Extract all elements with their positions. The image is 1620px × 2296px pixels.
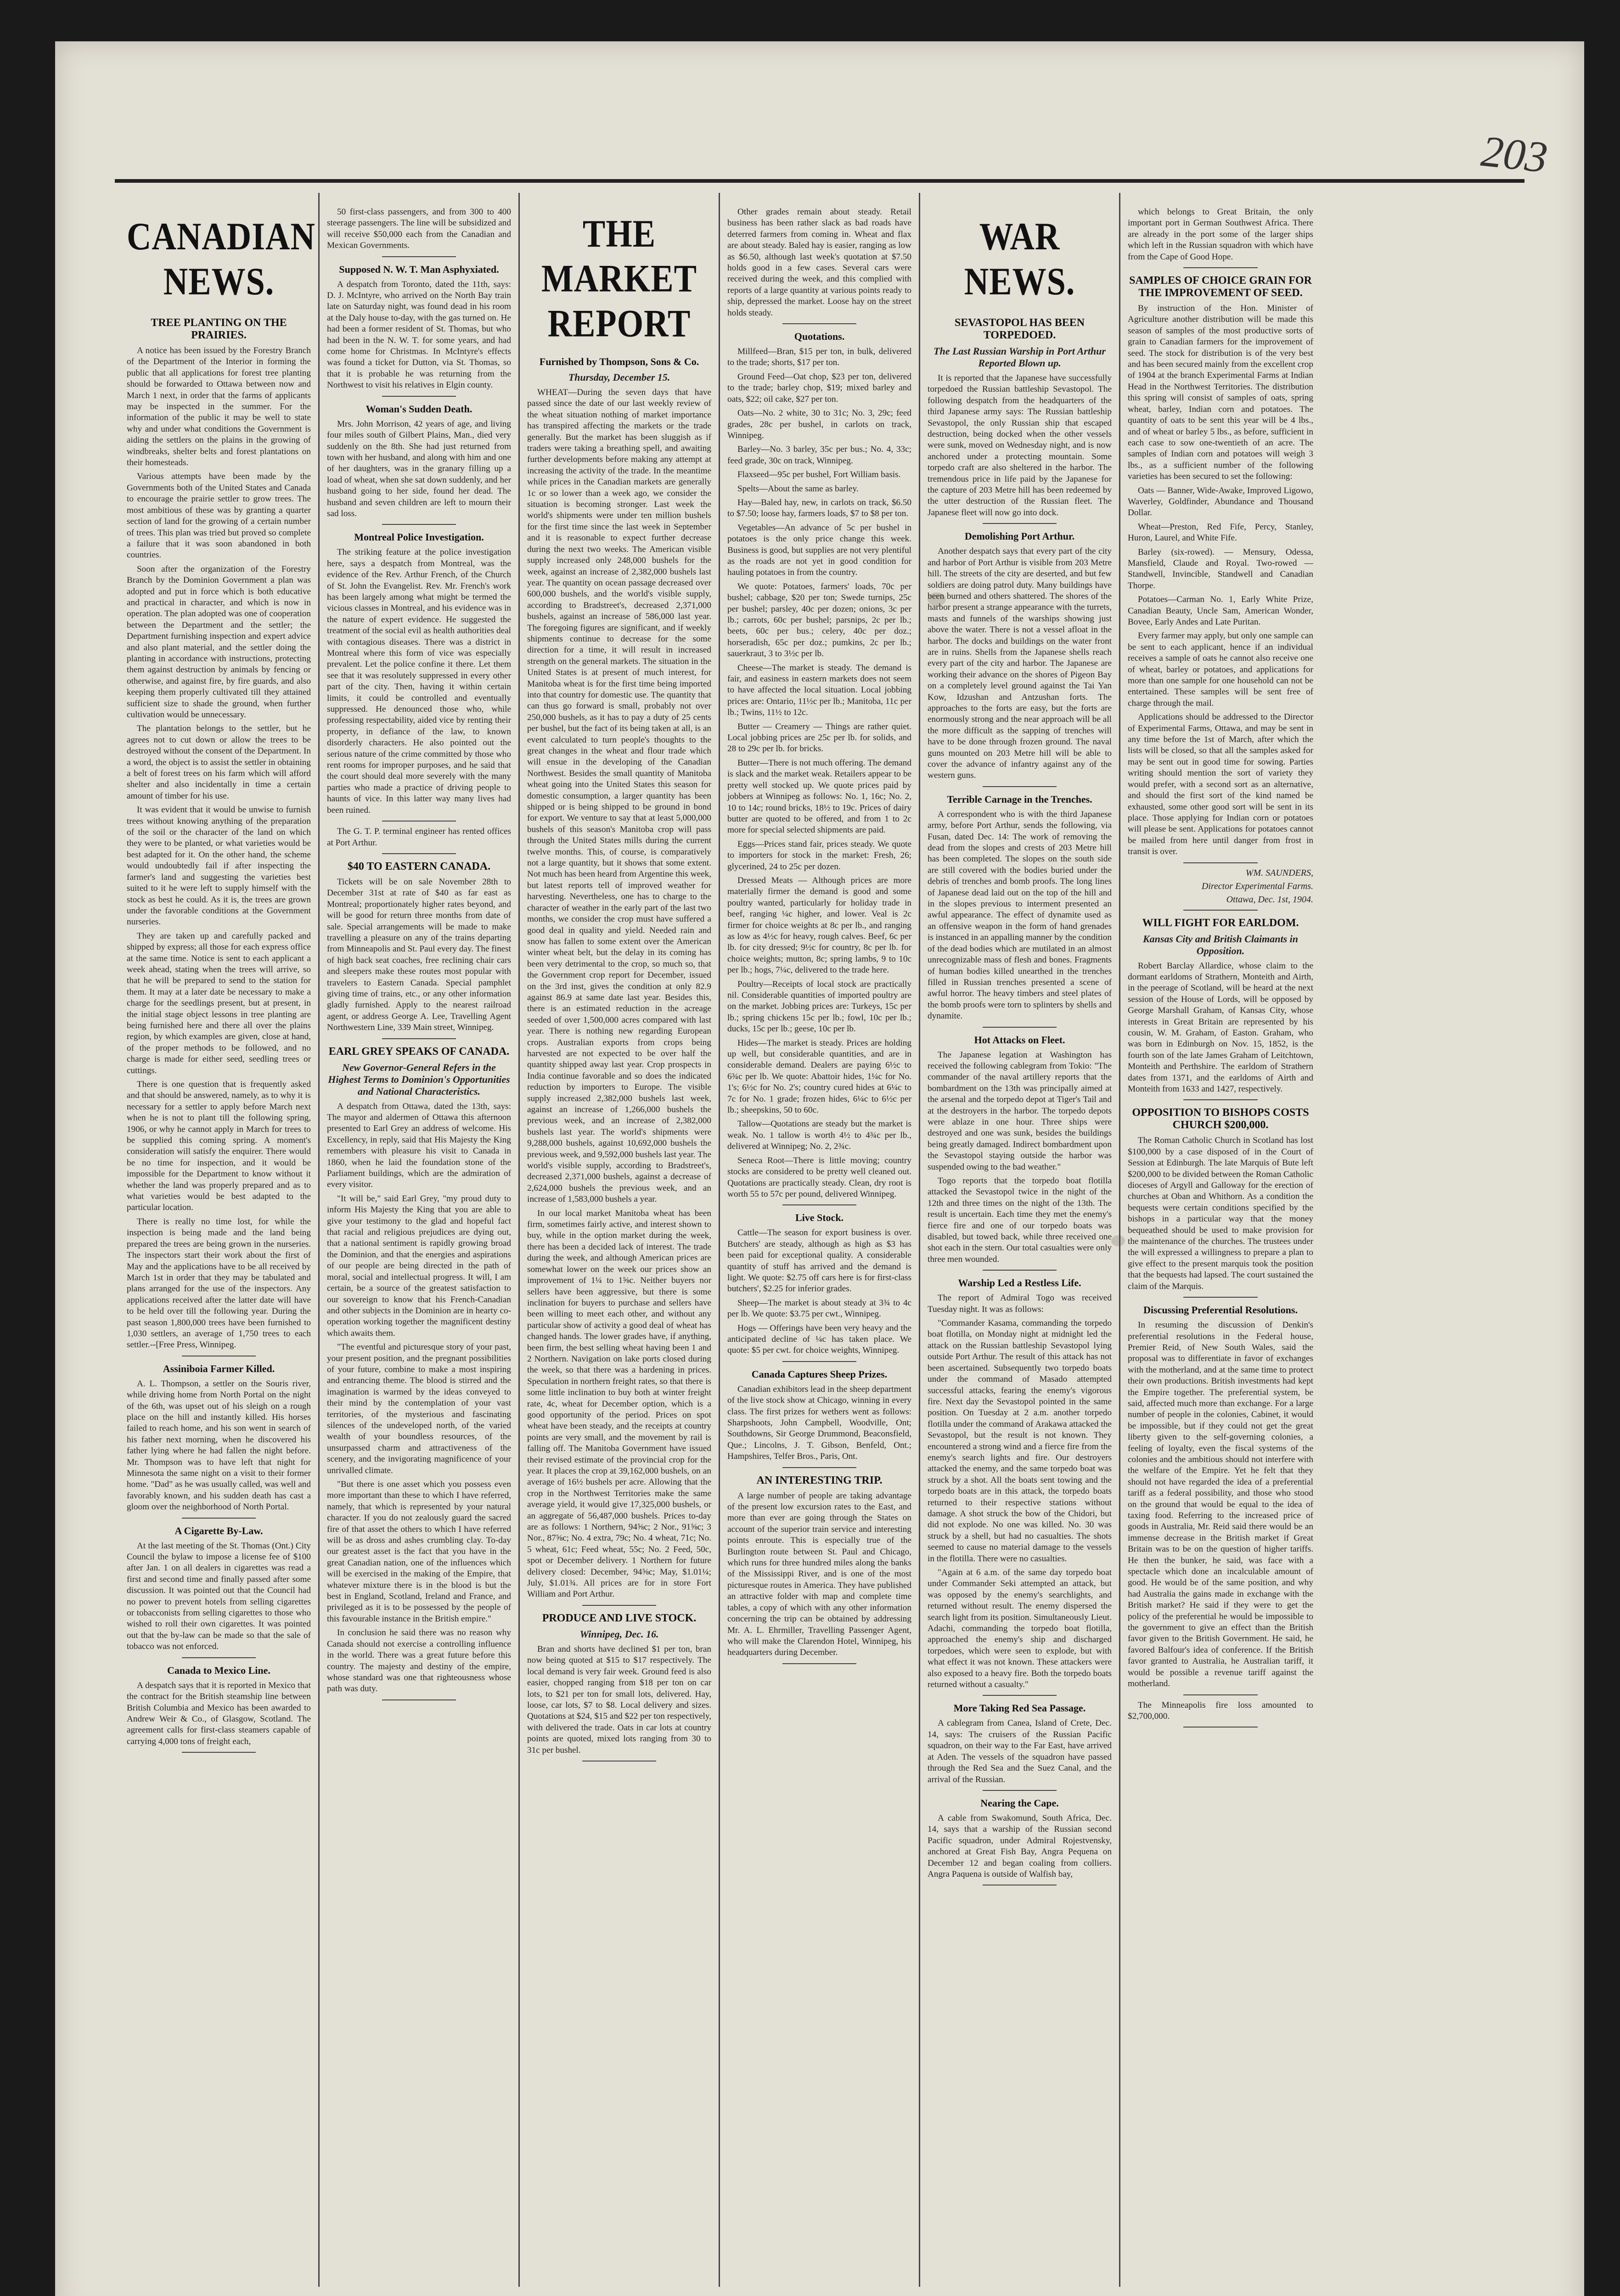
article-headline: Warship Led a Restless Life. [958,1277,1081,1289]
columns-container [119,193,1520,2287]
section-masthead: WAR NEWS. [964,215,1075,304]
article-subhead: Winnipeg, Dec. 16. [579,1628,659,1640]
signature-line: WM. SAUNDERS, [1245,867,1313,878]
article-paragraph: Butter — Creamery — Things are rather quiet. Local jobbing prices are 25c per lb. for solids, and 28 to 29c per lb. for bricks. [727,721,911,754]
article-paragraph: There is one question that is frequently asked and that should be answered, namely, as to why it is necessary for a settler to apply before March next when he is not to plant till the following spring, 1906, or why he cannot apply in March for trees to be supplied this coming spring. A moment's consideration will satisfy the enquirer. There would be no time for inspection, and it would be impossible for the Department to know without it whether the land was properly prepared and as to what varieties would be best adapted to the particular location. [127,1080,311,1213]
article-paragraph: Tallow—Quotations are steady but the market is weak. No. 1 tallow is worth 4½ to 4¾c per lb., delivered at Winnipeg; No. 2, 2¾c. [727,1119,911,1152]
article-separator [1183,1099,1258,1100]
article-headline: TREE PLANTING ON THE PRAIRIES. [151,317,287,341]
article-paragraph: Oats — Banner, Wide-Awake, Improved Ligowo, Waverley, Goldfinder, Abundance and Thousand Dollar. [1128,485,1313,518]
article-paragraph: Togo reports that the torpedo boat flotilla attacked the Sevastopol twice in the night of the 12th and three times on the night of the 13th. The result is uncertain. Each time they met the enemy's fierce fire and one of our torpedo boats was disabled, but towed back, while three received one shot each in the stern. Our total casualties were only three men wounded. [928,1176,1112,1264]
article-paragraph: "But there is one asset which you possess even more important than these to which I have referred, namely, that which is represented by your natural character. If you do not zealously guard the sacred fire of that asset the others to which I have referred will be as dross and ashes crumbling clay. To-day our greatest asset is the fact that you have in the great Canadian nation, one of the influences which will be exercised in the making of the Empire, that whatever mixture there is in the blood is but the best in England, Scotland, Ireland and France, and privileged as it is to be possessed by the people of this favourable instance in the British empire." [327,1480,511,1624]
article-headline: EARL GREY SPEAKS OF CANADA. [328,1045,510,1058]
article-paragraph: which belongs to Great Britain, the only important port in German Southwest Africa. There are already in the port some of the larger ships which left in the Russian squadron with which have from the Cape of Good Hope. [1128,207,1313,262]
article-separator [182,1657,255,1658]
article-separator [382,256,456,257]
article-paragraph: The plantation belongs to the settler, but he agrees not to cut down or allow the trees to be destroyed without the consent of the Department. In a word, the object is to assist the settler in obtaining a belt of forest trees on his farm which will afford shelter and also incidentally in time a certain amount of timber for his use. [127,724,311,801]
article-paragraph: In our local market Manitoba wheat has been firm, sometimes fairly active, and interest shown to buy, while in the option market during the week, there has been a decided lack of interest. The trade during the week, and although American prices are somewhat lower on the week our prices show an improvement of 1¼ to 1⅝c. Neither buyers nor sellers have been aggressive, but there is some inclination for buyers to purchase and sellers have been willing to meet each other, and without any particular show of activity a good deal of wheat has changed hands. The lower grades have, if anything, been firm, the best selling wheat having been 1 and 2 Northern. Navigation on lake ports closed during the week, so that there was a hardening in prices. Speculation in northern freight rates, so that there is some little inclination to buy both at winter freight rate, 4c, wheat for December option, which is a good opportunity of the period. Prices on spot wheat have been steady, and the receipts at country points are very small, and the movement by rail is falling off. The Manitoba Government have issued their revised estimate of the provincial crop for the year. It places the crop at 39,162,000 bushels, on an average of 16½ bushels per acre. Allowing that the crop in the Northwest Territories make the same average yield, it would give 17,325,000 bushels, or an aggregate of 56,487,000 bushels. Prices to-day are as follows: 1 Northern, 94⅝c; 2 Nor., 91⅝c; 3 Nor., 87⅝c; No. 4 extra, 79c; No. 4 wheat, 71c; No. 5 wheat, 61c; Feed wheat, 55c; No. 2 Feed, 50c, spot or December delivery. 1 Northern for future delivery closed: December, 94⅝c; May, $1.01¼; July, $1.01¾. All prices are for in store Fort William and Port Arthur. [527,1208,711,1599]
article-separator [382,396,456,397]
column-3 [520,193,720,2287]
article-paragraph: "Commander Kasama, commanding the torpedo boat flotilla, on Monday night at midnight led the attack on the Russian battleship Sevastopol lying outside Port Arthur. The result of this attack has not been ascertained. Subsequently two torpedo boats under the command of Masado attempted successful attacks, fearing the enemy's vigorous fire. Next day the Sevastopol pointed in the same position. On Tuesday at 2 a.m. another torpedo flotilla under the command of Arakawa attacked the Sevastopol, but the result is not known. They encountered a strong wind and a fierce fire from the enemy's search lights and fire. Our destroyers attacked the enemy, and the same torpedo boat was struck by a shot. All the boats sent towing and the torpedo boats are in this attack, the torpedo boats returned to their respective stations without damage. A shot struck the bow of the Chidori, but did not explode. No one was killed. No. 30 was struck by a shell, but had no casualties. The shots seemed to cause no material damage to the vessels in the flotilla. There were no casualties. [928,1318,1112,1564]
column-6 [1120,193,1321,2287]
article-headline: Canada Captures Sheep Prizes. [751,1368,888,1380]
article-paragraph: WHEAT—During the seven days that have passed since the date of our last weekly review of the wheat situation nothing of market importance has transpired affecting the markets or the trade generally. But the market has been sluggish as if traders were taking a breathing spell, and awaiting further developments before making any attempt at increasing the activity of the trade. In the meantime while prices in the Canadian markets are generally 1c or so lower than a week ago, we consider the situation is becoming stronger. Last week the world's shipments were under ten million bushels for the first time since the last week in September and it is reasonable to expect further decrease during the next two weeks. The American visible supply increased only 248,000 bushels for the week, against an increase of 2,382,000 bushels last year. The quantity on ocean passage decreased over 600,000 bushels, and the world's visible supply, according to Bradstreet's, decreased 2,371,000 bushels, against an increase of 586,000 last year. The foregoing figures are significant, and if weekly shipments continue to decrease for the some direction for a time, it will result in increased strength on the general markets. The situation in the United States is at present of much interest, for Manitoba wheat is for the first time being imported into that country for domestic use. The quantity that can thus go forward is small, probably not over 250,000 bushels, as it has to pay a duty of 25 cents per bushel, but the fact of its being taken at all, is an event calculated to turn people's thoughts to the great changes in the wheat and flour trade which will ensue in the developing of the Canadian Northwest. Besides the small quantity of Manitoba wheat going into the United States this season for domestic consumption, a larger quantity has been shipped or is being shipped to be ground in bond for export. We venture to say that at least 5,000,000 bushels of this season's Manitoba crop will pass through the United States mills during the current twelve months. This, of course, is comparatively not a large quantity, but it shows that some extent. Not much has been heard from Argentine this week, but latest reports tell of improved weather for harvesting. Nevertheless, one has to charge to the character of weather in the early part of the last two months, we consider the crop must have suffered a good deal in quality and yield. Needed rain and snow has fallen to some extent over the American winter wheat belt, but the delay in its coming has been very detrimental to the crop, so much so, that the Government crop report for December, issued on the 3rd inst, gives the condition at only 82.9 against 86.9 at same date last year. Besides this, there is an estimated reduction in the acreage seeded of over 1,500,000 acres compared with last year. There is nothing new regarding European crops. Australian exports from crops being harvested are not expected to be over half the quantity shipped away last year. Crop prospects in India continue favorable and so does the indicated reduction by importers to Europe. The visible supply increased 2,382,000 bushels last week, against an increase of 1,266,000 bushels the previous week, and an increase of 2,382,000 bushels last year. The world's shipments were 9,288,000 bushels, against 10,692,000 bushels the previous week, and 9,592,000 bushels last year. The world's visible supply, according to Bradstreet's, decreased 2,371,000 bushels, against a decrease of 2,624,000 bushels the previous week, and an increase of 1,583,000 bushels a year. [527,388,711,1204]
article-headline: Demolishing Port Arthur. [964,530,1075,542]
article-paragraph: A notice has been issued by the Forestry Branch of the Department of the Interior in forming the public that all applications for forest tree planting should be forwarded to Ottawa between now and March 1 next, in order that the farms of applicants may be inspected in the summer. For the information of the public it may be well to state why and under what conditions the Government is aiding the settlers on the plains in the growing of windbreaks, shelter belts and forest plantations on their homesteads. [127,346,311,468]
article-paragraph: They are taken up and carefully packed and shipped by express; all those for each express office at the same time. Notice is sent to each applicant a week ahead, stating when the trees will arrive, so that he will be prepared to send to the station for them. It may at a later date be necessary to make a charge for the seedlings present, but at present, in the initial stage object lessons in tree planting are being furnished here and there all over the plains region, by which examples are given, close at hand, of the proper methods to be followed, and no charge is made for either seed, seedling trees or cuttings. [127,931,311,1075]
article-subhead: Thursday, December 15. [568,371,670,383]
article-paragraph: Eggs—Prices stand fair, prices steady. We quote to importers for stock in the market: Fresh, 26; glycerined, 24 to 25c per dozen. [727,839,911,872]
page-number: 203 [1479,126,1550,182]
article-separator [1183,1727,1258,1728]
article-paragraph: Every farmer may apply, but only one sample can be sent to each applicant, hence if an individual receives a sample of oats he cannot also receive one of wheat, barley or potatoes, and applications for more than one sample for one household can not be entertained. These samples will be sent free of charge through the mail. [1128,631,1313,708]
article-paragraph: Hides—The market is steady. Prices are holding up well, but considerable quantities, and are in considerable demand. Dealers are paying 6½c to 6¾c per lb. We quote: Abattoir hides, 1¼c for No. 1's; 6½c for No. 2's; country cured hides at 6¼c to 7c for No. 1 grade; frozen hides, 6¼c to 6½c per lb.; sheepskins, 50 to 60c. [727,1038,911,1115]
article-paragraph: Bran and shorts have declined $1 per ton, bran now being quoted at $15 to $17 respectively. The local demand is very fair week. Ground feed is also easier, chopped ranging from $18 per ton on car lots, to $21 per ton for small lots, delivered. Hay, loose, car lots, $7 to $8. Local delivery and sizes. Quotations at $24, $15 and $22 per ton respectively, with delivered the trade. Oats in car lots at country points are quoted, mixed lots ranging from 30 to 31c per bushel. [527,1644,711,1755]
article-headline: OPPOSITION TO BISHOPS COSTS CHURCH $200,000. [1132,1107,1309,1131]
article-separator [983,786,1056,787]
article-paragraph: Various attempts have been made by the Governments both of the United States and Canada to encourage the prairie settler to grow trees. The most ambitious of these was by granting a quarter section of land for the growing of a certain number of trees. This plan was tried but proved so complete a failure that it was soon abandoned in both countries. [127,472,311,560]
article-paragraph: Barley (six-rowed). — Mensury, Odessa, Mansfield, Claude and Royal. Two-rowed — Standwell, Invincible, Standwell and Canadian Thorpe. [1128,547,1313,591]
article-separator [1183,267,1258,268]
article-separator [382,1038,456,1039]
signature-line: Director Experimental Farms. [1201,881,1313,891]
article-headline: Hot Attacks on Fleet. [974,1034,1065,1046]
article-paragraph: Another despatch says that every part of the city and harbor of Port Arthur is visible from 203 Metre hill. The streets of the city are deserted, and but few soldiers are doing patrol duty. Many buildings have been burned and others shattered. The shores of the harbor present a strange appearance with the turrets, masts and funnels of the warships showing just above the water. There is not a vessel afloat in the harbor. The docks and buildings on the water front are in ruins. Shells from the Japanese shells reach every part of the city and harbor. The Japanese are working their advance on the shores of Pigeon Bay on a completely level ground against the Tai Yan Kow, Idzushan and Antzushan forts. The approaches to the forts are easy, but the forts are enormously strong and the near approach will be all the more difficult as the sapping of trenches will have to be done through frozen ground. The naval guns mounted on 203 Metre hill will be able to cover the advance of infantry against any of the western guns. [928,546,1112,781]
article-headline: Terrible Carnage in the Trenches. [947,793,1092,805]
newspaper-page [55,41,1584,2296]
article-paragraph: Seneca Root—There is little moving; country stocks are considered to be pretty well cleaned out. Quotations are practically steady. Clean, dry root is worth 55 to 57c per pound, delivered Winnipeg. [727,1155,911,1199]
article-paragraph: A large number of people are taking advantage of the present low excursion rates to the East, and more than ever are going through the States on account of the superior train service and interesting points enroute. This is especially true of the Burlington route between St. Paul and Chicago, which runs for three hundred miles along the banks of the Mississippi River, and is one of the most picturesque routes in America. They have published an attractive folder with map and complete time tables, a copy of which with any other information concerning the trip can be obtained by addressing Mr. A. L. Ehrmiller, Travelling Passenger Agent, who will make the Clarendon Hotel, Winnipeg, his headquarters during December. [727,1491,911,1658]
article-separator [782,1361,856,1362]
article-headline: Montreal Police Investigation. [354,531,484,543]
article-paragraph: A. L. Thompson, a settler on the Souris river, while driving home from North Portal on the night of the 6th, was upset out of his sleigh on a rough place on the hill and instantly killed. His horses failed to reach home, and his son went in search of his father next morning, when he discovered his father lying where he had fallen the night before. Mr. Thompson was to have left that night for Minnesota the same night on a visit to their former home. "Dad" as he was usually called, was well and favorably known, and his sudden death has cast a gloom over the neighborhood of North Portal. [127,1379,311,1512]
column-4 [720,193,920,2287]
article-headline: Quotations. [794,331,845,343]
article-paragraph: Hay—Baled hay, new, in carlots on track, $6.50 to $7.50; loose hay, farmers loads, $7 to $8 per ton. [727,497,911,519]
article-paragraph: Spelts—About the same as barley. [737,484,859,494]
article-paragraph: Cheese—The market is steady. The demand is fair, and easiness in eastern markets does not seem to have affected the local situation. Local jobbing prices are: Ontario, 11½c per lb.; Manitoba, 11c per lb.; Twins, 11½ to 12c. [727,663,911,718]
article-paragraph: Oats—No. 2 white, 30 to 31c; No. 3, 29c; feed grades, 28c per bushel, in carlots on track, Winnipeg. [727,408,911,440]
article-headline: Nearing the Cape. [980,1797,1059,1809]
article-paragraph: It was evident that it would be unwise to furnish trees without knowing anything of the preparation of the soil or the character of the land on which they were to be planted, or what varieties would be best adapted for it. On the other hand, the scheme would undoubtedly fail if after inspecting the farmer's land and suggesting the varieties best suited to it he were left to supply himself with the stock as best he could. As it is, the trees are grown under the favorable conditions at the Government nurseries. [127,805,311,927]
article-paragraph: A cable from Swakomund, South Africa, Dec. 14, says that a warship of the Russian second Pacific squadron, under Admiral Rojestvensky, anchored at Great Fish Bay, Angra Pequena on December 12 and began coaling from colliers. Angra Paquena is outside of Walfish bay, [928,1813,1112,1879]
article-headline: Discussing Preferential Resolutions. [1143,1304,1298,1316]
article-separator [1183,910,1258,911]
article-headline: SAMPLES OF CHOICE GRAIN FOR THE IMPROVEMENT OF SEED. [1129,275,1312,299]
article-paragraph: "Again at 6 a.m. of the same day torpedo boat under Commander Seki attempted an attack, but was opposed by the enemy's searchlights, and returned without result. The enemy dispersed the search light from its position. Simultaneously Lieut. Adachi, commanding the torpedo boat flotilla, approached the enemy's ship and discharged torpedoes, which were seen to explode, but with what effect it was not known. These attackers were also exposed to a heavy fire. Both the torpedo boats returned without a casualty." [928,1568,1112,1690]
article-paragraph: At the last meeting of the St. Thomas (Ont.) City Council the bylaw to impose a license fee of $100 after Jan. 1 on all dealers in cigarettes was read a first and second time and finally passed after some discussion. It was pointed out that the Council had no power to prevent hotels from selling cigarettes or tobacconists from selling cigarettes to those who wished to roll their own cigarettes. It was pointed out that the by-law can be made so that the sale of tobacco was not enforced. [127,1541,311,1652]
article-paragraph: Soon after the organization of the Forestry Branch by the Dominion Government a plan was adopted and put in force which is both educative and practical in character, and which is now in operation. The plan adopted was one of cooperation between the Department and the settler; the Department furnishing inspection and expert advice and also plant material, and the settler doing the planting in accordance with instructions, protecting them against destruction by animals by fencing or otherwise, and against fire, by fire guards, and also keeping them properly cultivated till they attained sufficient size to shade the ground, when further cultivation would be unnecessary. [127,564,311,720]
article-paragraph: A despatch from Toronto, dated the 11th, says: D. J. McIntyre, who arrived on the North Bay train late on Saturday night, was found dead in his room at the Daly house to-day, with the gas turned on. He had been a former resident of St. Thomas, but who had been in the N. W. T. for some years, and had come home for Christmas. In McIntyre's effects was found a ticket for Dutton, via St. Thomas, so that it is probable he was returning from the Northwest to visit his relatives in Elgin county. [327,279,511,390]
article-paragraph: A cablegram from Canea, Island of Crete, Dec. 14, says: The cruisers of the Russian Pacific squadron, on their way to the Far East, have arrived at Aden. The vessels of the squadron have passed through the Red Sea and the Suez Canal, and the arrival of the Russian. [928,1718,1112,1784]
article-paragraph: Flaxseed—95c per bushel, Fort William basis. [737,470,901,480]
article-separator [382,821,456,822]
article-headline: $40 TO EASTERN CANADA. [347,860,491,872]
article-paragraph: There is really no time lost, for while the inspection is being made and the land being prepared the trees are being grown in the nurseries. The inspectors start their work about the first of May and the applications have to be all received by March 1st in order that they may be tabulated and plans arranged for the use of the inspectors. Any applications received after the latter date will have to be held over till the following year. During the past season 1,800,000 trees have been furnished to 1,030 settlers, an average of 1,750 trees to each settler.--[Free Press, Winnipeg. [127,1216,311,1350]
column-2 [320,193,520,2287]
section-masthead: THE MARKET REPORT [541,212,697,345]
article-separator [983,1027,1056,1028]
article-paragraph: Millfeed—Bran, $15 per ton, in bulk, delivered to the trade; shorts, $17 per ton. [727,347,911,368]
article-paragraph: Potatoes—Carman No. 1, Early White Prize, Canadian Beauty, Uncle Sam, American Wonder, Bovee, Early Andes and Late Puritan. [1128,595,1313,627]
article-paragraph: Butter—There is not much offering. The demand is slack and the market weak. Retailers appear to be pretty well stocked up. We quote prices paid by jobbers at Winnipeg as follows: No. 1, 16c; No. 2, 10 to 14c; round bricks, 18½ to 19c. Prices of dairy butter are quoted to be offered, and from 1 to 2c more for special selected shipments are paid. [727,758,911,835]
article-paragraph: A despatch from Ottawa, dated the 13th, says: The mayor and aldermen of Ottawa this afternoon presented to Earl Grey an address of welcome. His Excellency, in reply, said that His Majesty the King remembers with pleasure his visit to Canada in 1860, when he laid the foundation stone of the Parliament buildings, which are the admiration of every visitor. [327,1101,511,1190]
article-headline: AN INTERESTING TRIP. [756,1474,883,1486]
article-paragraph: Tickets will be on sale November 28th to December 31st at rate of $40 as far east as Montreal; proportionately higher rates beyond, and will be good for return three months from date of sale. Special arrangements will be made to make travelling a pleasure on any of the trains departing from Minneapolis and St. Paul every day. The finest of high back seat coaches, free reclining chair cars and sleepers make these routes most popular with travelers to Eastern Canada. Special pamphlet giving time of trains, etc., or any other information gladly furnished. Apply to the nearest railroad agent, or address George A. Lee, Travelling Agent Northwestern Line, 339 Main street, Winnipeg. [327,877,511,1033]
article-subhead: Kansas City and British Claimants in Opposition. [1142,933,1299,957]
article-paragraph: Vegetables—An advance of 5c per bushel in potatoes is the only price change this week. Business is good, but supplies are not very plentiful as the roads are not yet in good condition for hauling potatoes in from the country. [727,523,911,578]
article-separator [582,1605,656,1606]
top-rule [115,179,1524,183]
article-paragraph: We quote: Potatoes, farmers' loads, 70c per bushel; cabbage, $20 per ton; Swede turnips, 25c per bushel; parsley, 40c per dozen; onions, 3c per lb.; carrots, 60c per bushel; parsnips, 2c per lb.; beets, 60c per bus.; celery, 40c per doz.; horseradish, 65c per doz.; pumkins, 2c per lb.; sauerkraut, 3 to 3½c per lb. [727,581,911,659]
article-paragraph: Poultry—Receipts of local stock are practically nil. Considerable quantities of imported poultry are on the market. Jobbing prices are: Turkeys, 15c per lb.; spring chickens 15c per lb.; fowl, 10c per lb.; ducks, 15c per lb.; geese, 10c per lb. [727,979,911,1034]
article-paragraph: Ground Feed—Oat chop, $23 per ton, delivered to the trade; barley chop, $19; mixed barley and oats, $22; oil cake, $27 per ton. [727,371,911,404]
article-paragraph: Wheat—Preston, Red Fife, Percy, Stanley, Huron, Laurel, and White Fife. [1128,522,1313,543]
article-separator [983,1790,1056,1791]
article-separator [983,1695,1056,1696]
article-separator [382,853,456,854]
article-separator [782,1467,856,1468]
article-paragraph: In conclusion he said there was no reason why Canada should not exercise a controlling influence in the world. There was a great future before this country. The majesty and destiny of the empire, whose standard was one that righteousness whose path was duty. [327,1628,511,1694]
article-paragraph: By instruction of the Hon. Minister of Agriculture another distribution will be made this season of samples of the most productive sorts of grain to Canadian farmers for the improvement of seed. The stock for distribution is of the very best and has been secured mainly from the excellent crop of 1904 at the branch Experimental Farms at Indian Head in the Northwest Territories. The distribution this spring will consist of samples of oats, spring wheat, barley, Indian corn and potatoes. The quantity of oats to be sent this year will be 4 lbs., and of wheat or barley 5 lbs., as before, sufficient in each case to sow one-twentieth of an acre. The samples of Indian corn and potatoes will weigh 3 lbs., as a sufficient number of the following varieties has been secured to set the following: [1128,304,1313,482]
article-headline: Furnished by Thompson, Sons & Co. [539,356,699,367]
article-paragraph: Applications should be addressed to the Director of Experimental Farms, Ottawa, and may be sent in any time before the 1st of March, after which the lists will be closed, so that all the samples asked for may be sent out in good time for sowing. Parties writing should mention the sort of variety they would prefer, with a second sort as an alternative, and should the first sort of the kind named be exhausted, some other good sort will be sent in its place. Those applying for Indian corn or potatoes will please be sent. Applications for potatoes cannot be mailed from here until danger from frost in transit is over. [1128,712,1313,857]
signature-line: Ottawa, Dec. 1st, 1904. [1226,894,1313,905]
article-subhead: The Last Russian Warship in Port Arthur Reported Blown up. [934,345,1106,369]
article-headline: Canada to Mexico Line. [167,1664,270,1676]
article-paragraph: Sheep—The market is about steady at 3¾ to 4c per lb. We quote: $3.75 per cwt., Winnipeg. [727,1298,911,1319]
article-subhead: New Governor-General Refers in the Highest Terms to Dominion's Opportunities and National Characteristics. [328,1061,510,1097]
article-separator [983,523,1056,524]
article-paragraph: Barley—No. 3 barley, 35c per bus.; No. 4, 33c; feed grade, 30c on track, Winnipeg. [727,445,911,466]
article-headline: A Cigarette By-Law. [174,1525,263,1536]
article-headline: Live Stock. [795,1212,844,1224]
article-paragraph: It is reported that the Japanese have successfully torpedoed the Russian battleship Sevastopol. The following despatch from the headquarters of the third Japanese army says: The Russian battleship Sevastopol, the only Russian ship that escaped destruction, being docked when the other vessels were sunk, moved on Wednesday night, and is now anchored under a protecting mountain. Some torpedo craft are also sheltered in the harbor. The tremendous price in life paid by the Japanese for the capture of 203 Metre hill has been redeemed by the utter destruction of the Russian fleet. The Japanese fleet will now go into dock. [928,373,1112,518]
article-headline: Supposed N. W. T. Man Asphyxiated. [339,263,499,275]
article-paragraph: The striking feature at the police investigation here, says a despatch from Montreal, was the evidence of the Rev. Arthur French, of the Church of St. John the Evangelist. Rev. Mr. French's work has been largely among what might be termed the vicious classes in Montreal, and his evidence was in the nature of expert evidence. He suggested the treatment of the social evil as health authorities deal with contagious diseases. There was a district in Montreal where this form of vice was especially prevalent. Let the police confine it there. Let them see that it was resolutely suppressed in every other part of the city. Then, having it within certain limits, it could be controlled and eventually suppressed. He denounced those who, while professing respectability, aided vice by renting their property, in defiance of the law, to known disorderly characters. He also pointed out the serious nature of the crime committed by those who rent rooms for improper purposes, and he said that the court should deal more severely with the many parties who made a practice of driving people to haunts of vice. In this latter way many lives had been ruined. [327,547,511,815]
column-1 [119,193,320,2287]
article-paragraph: Other grades remain about steady. Retail business has been rather slack as bad roads have deterred farmers from coming in. Wheat and flax are about steady. Baled hay is easier, ranging as low as $6.50, although last week's quotation at $7.50 holds good in a few cases. Several cars were received during the week, and this complied with reports of a large quantity at various points ready to ship, depressed the market. Loose hay on the street holds steady. [727,207,911,318]
article-separator [1183,862,1258,863]
article-separator [182,1518,255,1519]
article-separator [782,1663,856,1664]
article-paragraph: The G. T. P. terminal engineer has rented offices at Port Arthur. [327,827,511,848]
article-separator [182,1752,255,1753]
article-paragraph: Canadian exhibitors lead in the sheep department of the live stock show at Chicago, winning in every class. The first prizes for wethers went as follows: Sharpshoots, John Campbell, Woodville, Ont; Southdowns, Sir George Drummond, Beaconsfield, Que.; Lincolns, J. T. Gibson, Benfeld, Ont.; Hampshires, Telfer Bros., Paris, Ont. [727,1384,911,1462]
article-paragraph: Cattle—The season for export business is over. Butchers' are steady, although as high as $3 has been paid for exceptional quality. A considerable quantity of stuff has arrived and the demand is light. We quote: $2.75 off cars here is for first-class butchers', $2.25 for inferior grades. [727,1228,911,1294]
article-separator [782,1204,856,1205]
article-paragraph: Mrs. John Morrison, 42 years of age, and living four miles south of Gilbert Plains, Man., died very suddenly on the 8th. She had just returned from town with her husband, and along with him and one of her daughters, was in the granary filling up a load of wheat, when she sat down suddenly, and her husband going to her side, found her dead. The husband and seven children are left to mourn their sad loss. [327,419,511,518]
article-paragraph: A despatch says that it is reported in Mexico that the contract for the British steamship line between British Columbia and Mexico has been awarded to Andrew Weir & Co., of Glasgow, Scotland. The agreement calls for first-class steamers capable of carrying 4,000 tons of freight each, [127,1680,311,1746]
column-5 [920,193,1120,2287]
article-headline: More Taking Red Sea Passage. [953,1702,1086,1714]
article-headline: SEVASTOPOL HAS BEEN TORPEDOED. [954,317,1085,341]
article-paragraph: In resuming the discussion of Denkin's preferential resolutions in the Federal house, Premier Reid, of New South Wales, said the proposal was to differentiate in favor of exchanges with the motherland, and at the same time to protect their own productions. British investments had kept the Empire together. The preferential system, be said, affected much more than exchange. For a large number of people in the colonies, Cabinet, it would be impossible, but if they could not get the great liberty given to the self-governing colonies, a feeling of loyalty, even the fiscal systems of the colonies and the ambitious should not interfere with the welfare of the Empire. Yet he felt that they should not have regarded the idea of a preferential tariff as a federal possibility, and those who stood on the ground that would be equal to the idea of taxing food. Referring to the increased price of goods in Australia, Mr. Reid said there would be an immense decrease in the British market if Great Britain was to be on the question of higher tariffs. He then the bunker, he said, was face with a spectacle which done an incalculable amount of good. He would be of the same position, and why had Australia the gains made in exchange with the British market? He said if they were to get the policy of the preferential he would be impossible to the government to give an effect than the British favor given to the British Government. He said, he favored Balfour's idea of conference. If the British favor granted to Australia, he Australian tariff, it would be possible a revenue tariff against the motherland. [1128,1320,1313,1689]
article-paragraph: Hogs — Offerings have been very heavy and the anticipated decline of ¼c has taken place. We quote: $5 per cwt. for choice weights, Winnipeg. [727,1323,911,1356]
section-masthead: CANADIAN NEWS. [127,215,315,304]
article-paragraph: 50 first-class passengers, and from 300 to 400 steerage passengers. The line will be subsidized and will receive $50,000 each from the Canadian and Mexican Governments. [327,207,511,251]
article-paragraph: The Minneapolis fire loss amounted to $2,700,000. [1128,1700,1313,1721]
article-paragraph: The Roman Catholic Church in Scotland has lost $100,000 by a case disposed of in the Court of Session at Edinburgh. The late Marquis of Bute left $200,000 to be divided between the Roman Catholic dioceses of Argyll and Galloway for the erection of churches at Oban and Whithorn. As a condition the bequests were certain conditions specified by the bishops in a particular way that the money bequeathed should be used to make provision for the maintenance of the churches. The trustees under the will expressed a willingness to prepare a plan to give effect to the present marquis took the position that the bequests had lapsed. The court sustained the claim of the Marquis. [1128,1136,1313,1291]
article-separator [983,1270,1056,1271]
article-headline: Woman's Sudden Death. [366,403,472,415]
article-separator [782,323,856,324]
article-paragraph: "It will be," said Earl Grey, "my proud duty to inform His Majesty the King that you are able to give your testimony to the glad and hopeful fact that racial and religious prejudices are dying out, that a national sentiment is rapidly growing broad the Dominion, and that the energies and aspirations of our people are being directed in the path of moral, social and intellectual progress. It will, I am certain, be a source of the greatest satisfaction to our sovereign to know that his French-Canadian and other subjects in the Dominion are in hearty co-operation working together the magnificent destiny which awaits them. [327,1193,511,1338]
article-separator [382,1699,456,1700]
article-paragraph: Robert Barclay Allardice, whose claim to the dormant earldoms of Strathern, Monteith and Airth, in the peerage of Scotland, will be heard at the next session of the House of Lords, will be opposed by George Marshall Graham, of Kansas City, whose interests in Great Britain are represented by his cousin, W. M. Graham, of Easton. Graham, who was born in Edinburgh on Nov. 15, 1852, is the fourth son of the late James Graham of Leitchtown, Monteith and Perthshire. The earldom of Strathern dates from 1371, and the earldoms of Airth and Monteith from 1633 and 1427, respectively. [1128,961,1313,1094]
article-paragraph: A correspondent who is with the third Japanese army, before Port Arthur, sends the following, via Fusan, dated Dec. 14: The work of removing the dead from the slopes and crests of 203 Metre hill has been completed. The slopes on the south side are still covered with the bodies buried under the debris of trenches and bomb proofs. The long lines of Japanese dead laid out on the top of the hill and in the slopes previous to interment presented an awful appearance. The effect of dynamite used as an offensive weapon in the form of hand grenades is instanced in an appalling manner by the condition of the dead bodies which are mutilated in an almost unrecognizable mass of flesh and bones. Fragments of human bodies killed unearthed in the trenches filled in Russian trenches presented a scene of awful horror. The heavy timbers and steel plates of the bomb proofs were torn to splinters by shells and dynamite. [928,809,1112,1021]
article-paragraph: Dressed Meats — Although prices are more materially firmer the demand is good and some poultry wanted, particularly for holiday trade in beef, ranging ¼c higher, and lower. Veal is 2c firmer for choice weights at 8c per lb., and ranging as low as 4½c for heavy, rough calves. Beef, 6c per lb. for city dressed; 9½c for country, 8c per lb. for choice weights; mutton, 8c; spring lambs, 9 to 10c per lb.; hogs, 7¼c, delivered to the trade here. [727,875,911,975]
article-separator [1183,1297,1258,1298]
article-paragraph: The report of Admiral Togo was received Tuesday night. It was as follows: [928,1293,1112,1314]
article-paragraph: The Japanese legation at Washington has received the following cablegram from Tokio: "The commander of the naval artillery reports that the bombardment on the 13th was principally aimed at the arsenal and the torpedo depot at Tiger's Tail and at the destroyers in the harbor. The torpedo depots were ablaze in one hour. Three ships were destroyed and one was sunk, besides the buildings being greatly damaged. Indirect bombardment upon the Sevastopol staying outside the harbor was suspended owing to the bad weather." [928,1050,1112,1172]
article-separator [382,524,456,525]
article-headline: Assiniboia Farmer Killed. [163,1362,275,1374]
article-separator [1183,1694,1258,1695]
article-headline: WILL FIGHT FOR EARLDOM. [1142,917,1299,929]
article-headline: PRODUCE AND LIVE STOCK. [542,1612,697,1624]
article-paragraph: "The eventful and picturesque story of your past, your present position, and the pregnant possibilities of your future, combine to make a most inspiring and entrancing theme. The blood is stirred and the imagination is warmed by the ideas conveyed to their mind by the contemplation of your vast territories, of the mysterious and fascinating silences of the undeveloped north, of the varied wealth of your boundless resources, of the unsurpassed charm and attractiveness of the scenery, and the invigorating magnificence of your unrivalled climate. [327,1342,511,1475]
